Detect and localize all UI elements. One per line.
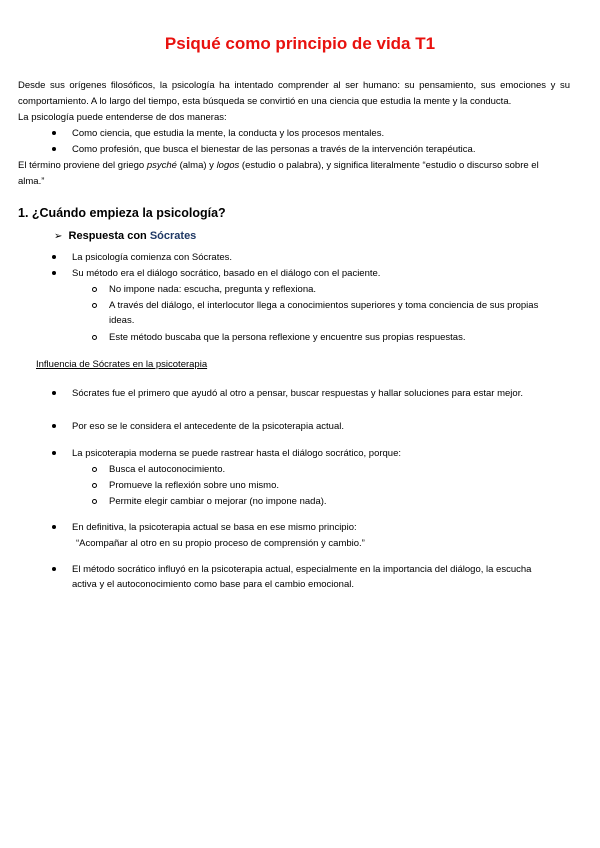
bullet-icon [52,419,56,434]
term-logos: logos [216,160,240,171]
bullet-icon [52,520,56,535]
etymology-paragraph [18,158,558,190]
etymology-text-b: (alma) y [176,160,217,171]
section-bullet-1: La psicología comienza con Sócrates. [72,252,233,263]
intro-paragraph: Desde sus orígenes filosóficos, la psicología ha intentado comprender al ser humano: su pensamiento, sus emociones y su comportamiento. A lo largo del tiempo, esta búsqueda se convirtió en una ciencia que estudia la mente y la conducta. [18,80,570,107]
influence-subbullet-3: Permite elegir cambiar o mejorar (no impone nada). [109,496,327,507]
bullet-icon [52,446,56,461]
subheading [54,228,196,245]
section-subbullet-3: Este método buscaba que la persona reflexione y encuentre sus propias respuestas. [109,332,466,343]
influence-bullet-1: Sócrates fue el primero que ayudó al otro a pensar, buscar respuestas y hallar soluciones para estar mejor. [72,388,523,399]
socrates-name: Sócrates [149,230,197,242]
bullet-icon [52,250,56,265]
arrow-icon: ➢ [54,231,63,242]
subheading-prefix: Respuesta con [68,230,150,242]
section-bullet-2: Su método era el diálogo socrático, basado en el diálogo con el paciente. [72,268,381,279]
intro-ways-line: La psicología puede entenderse de dos maneras: [18,112,227,123]
circle-bullet-icon [92,494,97,509]
etymology-text-a: El término proviene del griego [18,160,147,171]
circle-bullet-icon [92,282,97,297]
section-subbullet-2: A través del diálogo, el interlocutor llega a conocimientos superiores y toma conciencia de sus propias ideas. [109,300,539,326]
circle-bullet-icon [92,478,97,493]
influence-bullet-2: Por eso se le considera el antecedente de la psicoterapia actual. [72,421,344,432]
bullet-icon [52,126,56,141]
circle-bullet-icon [92,462,97,477]
influence-subbullet-2: Promueve la reflexión sobre uno mismo. [109,480,280,491]
term-psyche: psyché [146,160,177,171]
influence-subbullet-1: Busca el autoconocimiento. [109,464,226,475]
influence-bullet-5: El método socrático influyó en la psicoterapia actual, especialmente en la importancia del diálogo, la escucha activa y el autoconocimiento como base para el cambio emocional. [72,564,532,590]
intro-bullet-2: Como profesión, que busca el bienestar de las personas a través de la intervención terapéutica. [72,144,476,155]
influence-bullet-4: En definitiva, la psicoterapia actual se basa en ese mismo principio: [72,522,357,533]
circle-bullet-icon [92,298,97,313]
bullet-icon [52,142,56,157]
circle-bullet-icon [92,330,97,345]
bullet-icon [52,266,56,281]
influence-bullet-3: La psicoterapia moderna se puede rastrear hasta el diálogo socrático, porque: [72,448,402,459]
etymology-text-c: (estudio o palabra), y significa literalmente “estudio o discurso sobre el alma.” [18,160,539,187]
section-heading: 1. ¿Cuándo empieza la psicología? [18,206,226,220]
page-title: Psiqué como principio de vida T1 [164,34,436,53]
bullet-icon [52,386,56,401]
influence-quote: “Acompañar al otro en su propio proceso de comprensión y cambio.” [76,538,365,549]
section-subbullet-1: No impone nada: escucha, pregunta y reflexiona. [109,284,317,295]
influence-heading: Influencia de Sócrates en la psicoterapia [36,359,208,370]
bullet-icon [52,562,56,577]
intro-bullet-1: Como ciencia, que estudia la mente, la conducta y los procesos mentales. [72,128,385,139]
